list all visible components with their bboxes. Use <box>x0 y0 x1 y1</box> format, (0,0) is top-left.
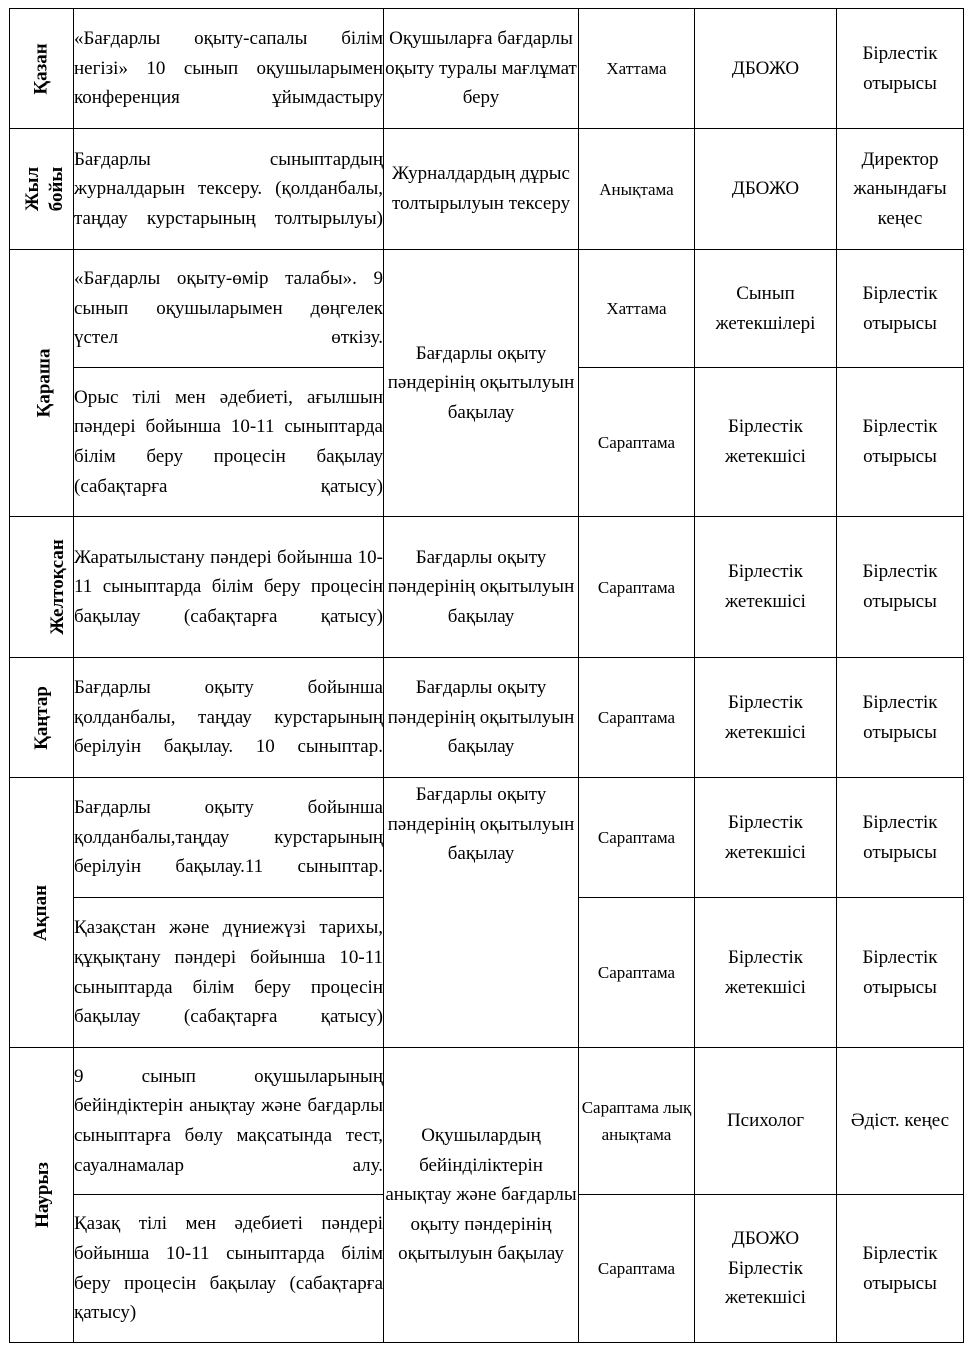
responsible-cell: Бірлестік жетекшісі <box>695 368 837 517</box>
month-cell: Қазан <box>10 9 74 129</box>
table-row <box>10 250 964 368</box>
table-row <box>10 129 964 250</box>
discussion-place-cell: Директор жанындағы кеңес <box>837 129 964 250</box>
responsible-cell: Бірлестік жетекшісі <box>695 658 837 778</box>
task-cell: «Бағдарлы оқыту-өмір талабы». 9 сынып оқушыларымен дөңгелек үстел өткізу. <box>74 250 384 368</box>
table-row <box>10 658 964 778</box>
goal-cell: Оқушыларға бағдарлы оқыту туралы мағлұмат беру <box>384 9 579 129</box>
plan-table <box>9 8 964 1343</box>
discussion-place-cell: Бірлестік отырысы <box>837 250 964 368</box>
discussion-place-cell: Бірлестік отырысы <box>837 9 964 129</box>
responsible-cell: ДБОЖО <box>695 9 837 129</box>
month-cell: Ақпан <box>10 778 74 1048</box>
task-cell: Жаратылыстану пәндері бойынша 10-11 сыныптарда білім беру процесін бақылау (сабақтарға қатысу) <box>74 517 384 658</box>
responsible-cell: Бірлестік жетекшісі <box>695 898 837 1048</box>
task-cell: «Бағдарлы оқыту-сапалы білім негізі» 10 сынып оқушыларымен конференция ұйымдастыру <box>74 9 384 129</box>
goal-cell: Бағдарлы оқыту пәндерінің оқытылуын бақылау <box>384 658 579 778</box>
goal-cell: Бағдарлы оқыту пәндерінің оқытылуын бақылау <box>384 250 579 517</box>
task-cell: Орыс тілі мен әдебиеті, ағылшын пәндері бойынша 10-11 сыныптарда білім беру процесін бақылау (сабақтарға қатысу) <box>74 368 384 517</box>
task-cell: Бағдарлы оқыту бойынша қолданбалы,таңдау курстарының берілуін бақылау.11 сыныптар. <box>74 778 384 898</box>
report-form-cell: Хаттама <box>579 9 695 129</box>
task-cell: 9 сынып оқушыларының бейіндіктерін анықтау және бағдарлы сыныптарға бөлу мақсатында тест, сауалнамалар алу. <box>74 1048 384 1195</box>
table-row <box>10 517 964 658</box>
month-cell: Желтоқсан <box>10 517 74 658</box>
responsible-cell: Психолог <box>695 1048 837 1195</box>
table-row <box>10 1048 964 1195</box>
discussion-place-cell: Бірлестік отырысы <box>837 778 964 898</box>
report-form-cell: Сараптама <box>579 517 695 658</box>
responsible-cell: ДБОЖО <box>695 129 837 250</box>
task-cell: Бағдарлы сыныптардың журналдарын тексеру. (қолданбалы, таңдау курстарының толтырылуы) <box>74 129 384 250</box>
month-cell: Наурыз <box>10 1048 74 1343</box>
report-form-cell: Сараптама <box>579 368 695 517</box>
responsible-cell: Сынып жетекшілері <box>695 250 837 368</box>
report-form-cell: Сараптама <box>579 898 695 1048</box>
discussion-place-cell: Бірлестік отырысы <box>837 517 964 658</box>
responsible-cell: ДБОЖО Бірлестік жетекшісі <box>695 1195 837 1343</box>
responsible-cell: Бірлестік жетекшісі <box>695 517 837 658</box>
goal-cell: Бағдарлы оқыту пәндерінің оқытылуын бақылау <box>384 778 579 1048</box>
task-cell: Бағдарлы оқыту бойынша қолданбалы, таңдау курстарының берілуін бақылау. 10 сыныптар. <box>74 658 384 778</box>
discussion-place-cell: Бірлестік отырысы <box>837 368 964 517</box>
goal-cell: Оқушылардың бейінділіктерін анықтау және бағдарлы оқыту пәндерінің оқытылуын бақылау <box>384 1048 579 1343</box>
report-form-cell: Сараптама лық анықтама <box>579 1048 695 1195</box>
task-cell: Қазақстан және дүниежүзі тарихы, құқықтану пәндері бойынша 10-11 сыныптарда білім беру процесін бақылау (сабақтарға қатысу) <box>74 898 384 1048</box>
discussion-place-cell: Бірлестік отырысы <box>837 1195 964 1343</box>
discussion-place-cell: Бірлестік отырысы <box>837 898 964 1048</box>
table-row <box>10 9 964 129</box>
discussion-place-cell: Бірлестік отырысы <box>837 658 964 778</box>
month-cell: Қаңтар <box>10 658 74 778</box>
discussion-place-cell: Әдіст. кеңес <box>837 1048 964 1195</box>
task-cell: Қазақ тілі мен әдебиеті пәндері бойынша 10-11 сыныптарда білім беру процесін бақылау (сабақтарға қатысу) <box>74 1195 384 1343</box>
month-cell: Қараша <box>10 250 74 517</box>
report-form-cell: Сараптама <box>579 778 695 898</box>
table-row <box>10 778 964 898</box>
report-form-cell: Сараптама <box>579 1195 695 1343</box>
report-form-cell: Анықтама <box>579 129 695 250</box>
responsible-cell: Бірлестік жетекшісі <box>695 778 837 898</box>
report-form-cell: Сараптама <box>579 658 695 778</box>
report-form-cell: Хаттама <box>579 250 695 368</box>
month-cell: Жыл бойы <box>10 129 74 250</box>
goal-cell: Журналдардың дұрыс толтырылуын тексеру <box>384 129 579 250</box>
goal-cell: Бағдарлы оқыту пәндерінің оқытылуын бақылау <box>384 517 579 658</box>
